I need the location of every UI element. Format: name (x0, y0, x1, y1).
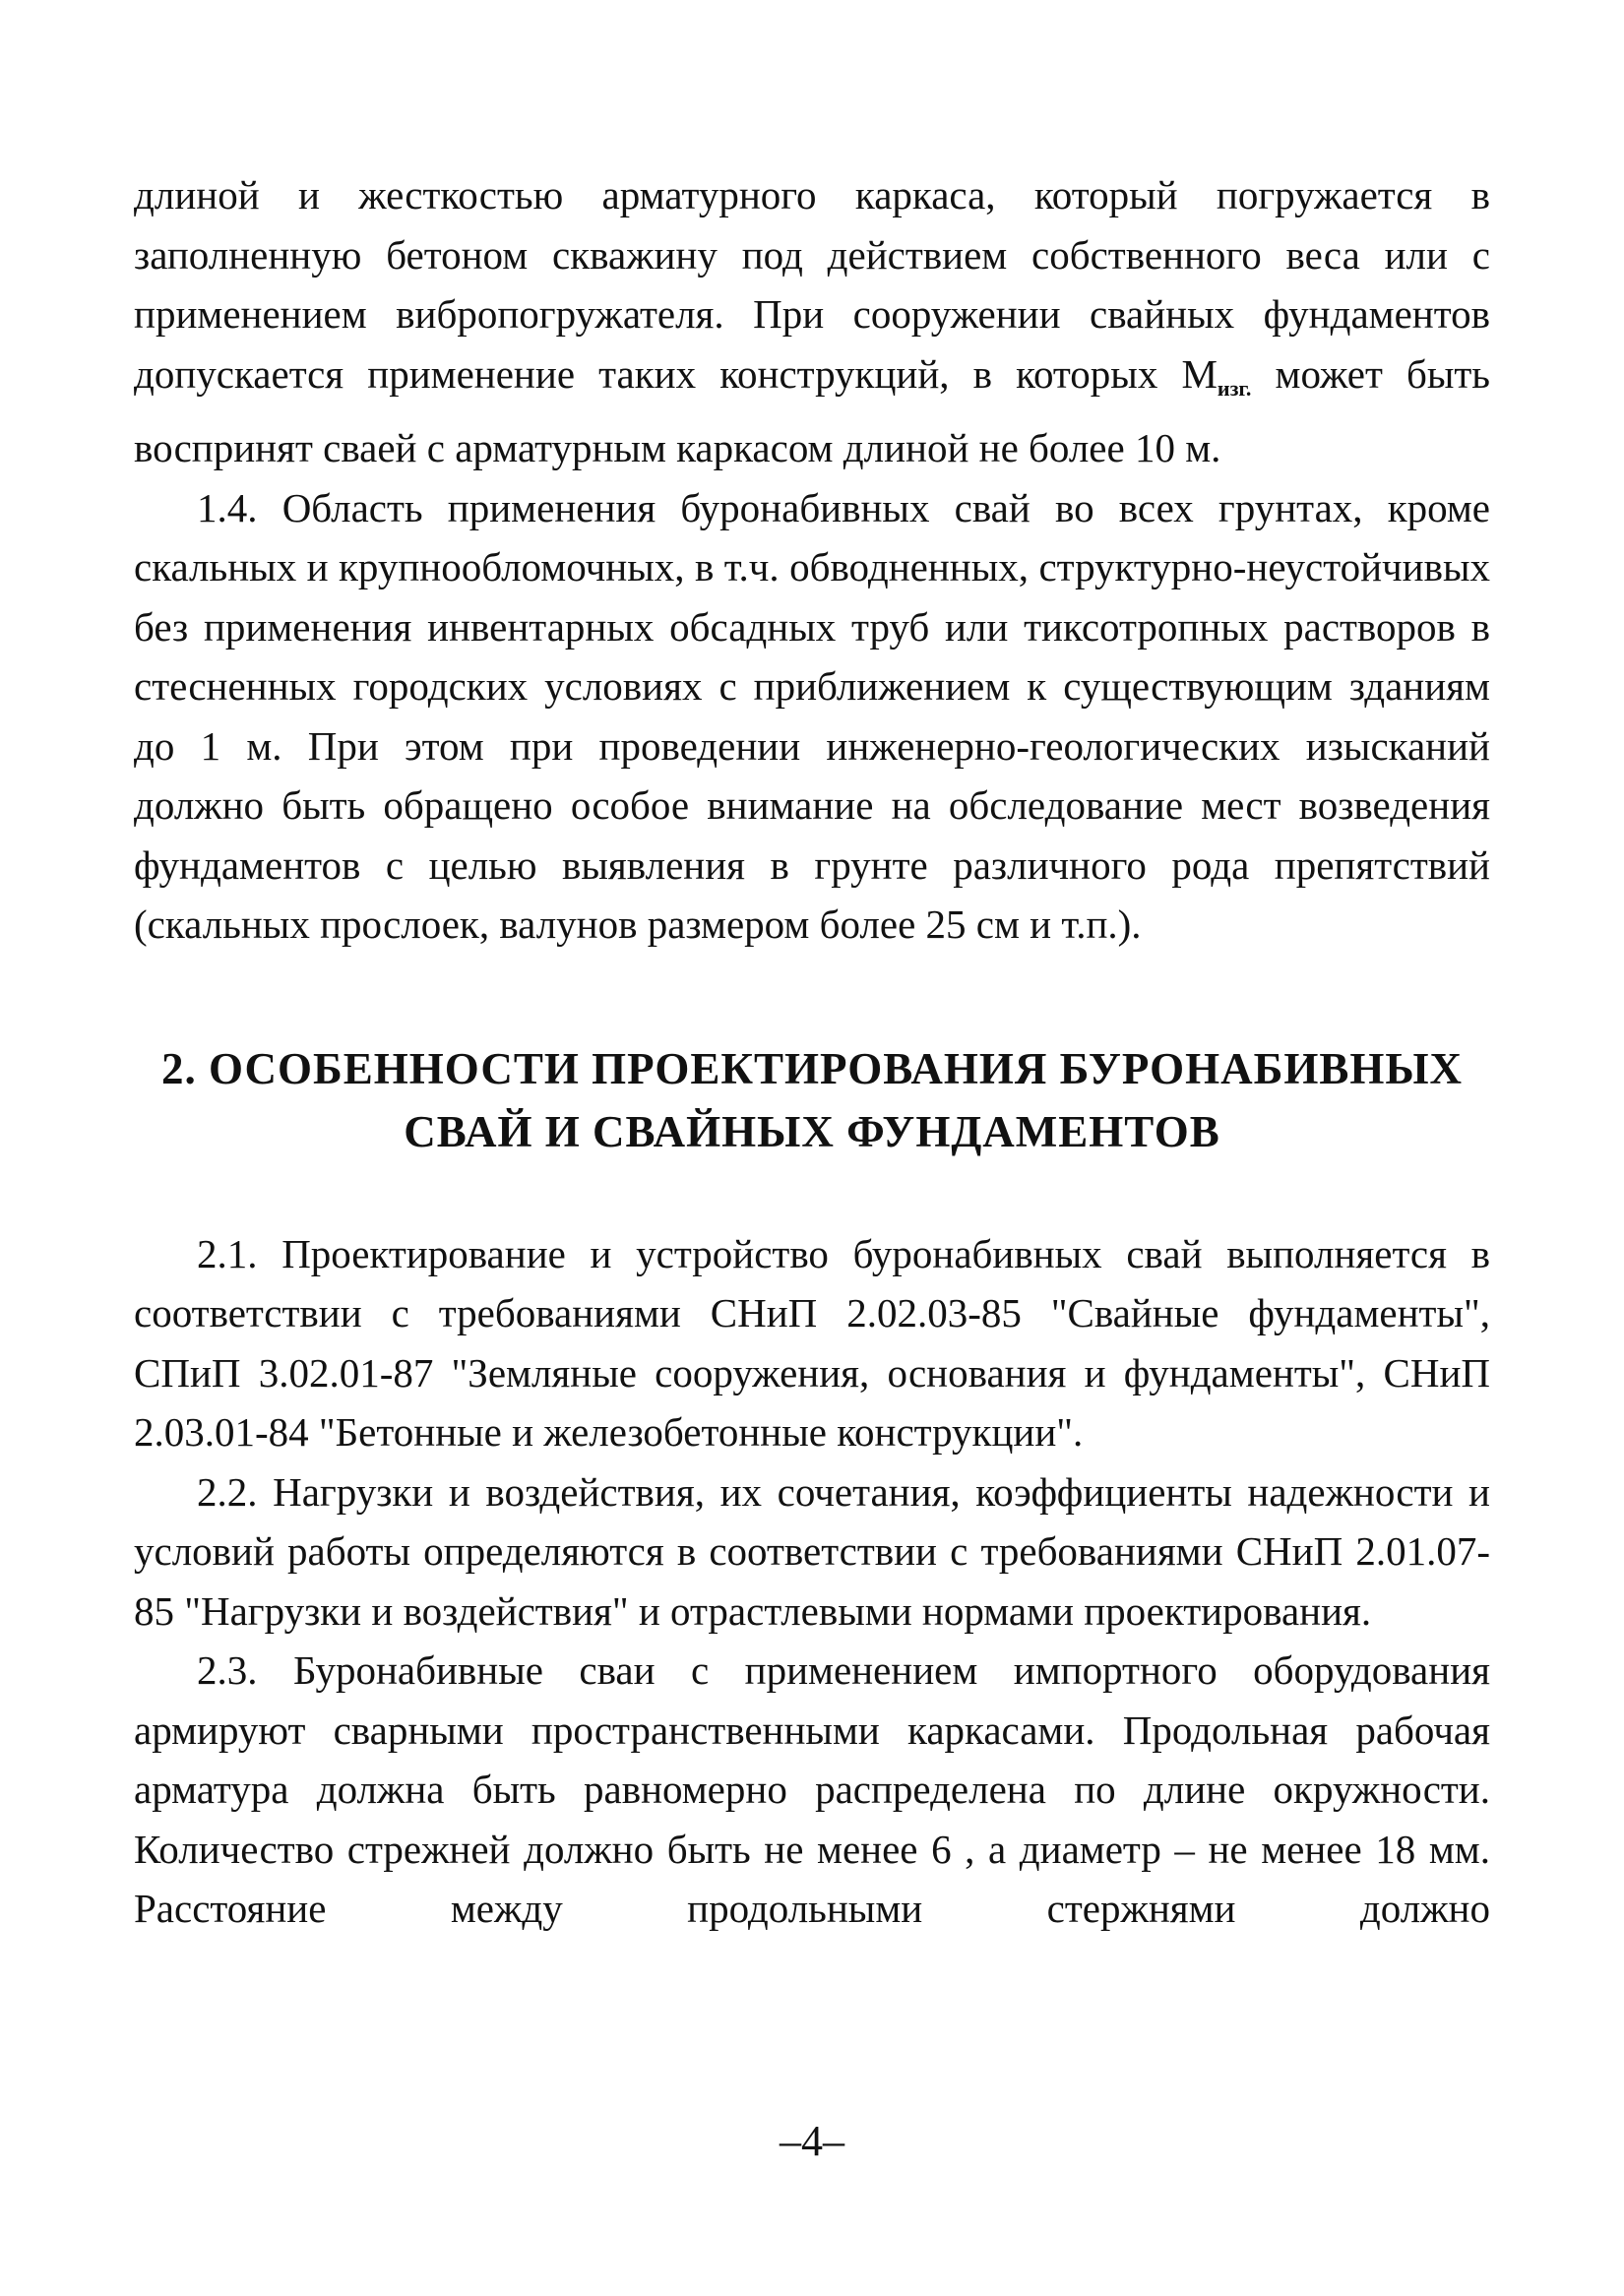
paragraph-1-4: 1.4. Область применения буронабивных свай во всех грунтах, кроме скальных и крупнообломочных, в т.ч. обводненных, структурно-неустойчивых без применения инвентарных обсадных труб или тиксотропных растворов в стесненных городских условиях с приближением к существующим зданиям до 1 м. При этом при проведении инженерно-геологических изысканий должно быть обращено особое внимание на обследование мест возведения фундаментов с целью выявления в грунте различного рода препятствий (скальных прослоек, валунов размером более 25 см и т.п.). (134, 484, 1490, 947)
section-heading-line-2: СВАЙ И СВАЙНЫХ ФУНДАМЕНТОВ (404, 1106, 1220, 1156)
moment-subscript: изг. (1217, 375, 1252, 401)
paragraph-2-1: 2.1. Проектирование и устройство буронабивных свай выполняется в соответствии с требованиями СНиП 2.02.03-85 "Свайные фундаменты", СПиП 3.02.01-87 "Земляные сооружения, основания и фундаменты", СНиП 2.03.01-84 "Бетонные и железобетонные конструкции". (134, 1230, 1490, 1455)
paragraph-continuation-end: может быть воспринят сваей с арматурным каркасом длиной не более 10 м. (134, 350, 1490, 470)
page-number: –4– (780, 2117, 844, 2165)
moment-symbol: M (1181, 350, 1218, 397)
section-heading (134, 1037, 1490, 1163)
page-content (134, 165, 1490, 1939)
paragraph-continuation (134, 165, 1490, 478)
section-heading-line-1: 2. ОСОБЕННОСТИ ПРОЕКТИРОВАНИЯ БУРОНАБИВНЫХ (160, 1043, 1464, 1093)
paragraph-2-3: 2.3. Буронабивные сваи с применением импортного оборудования армируют сварными пространственными каркасами. Продольная рабочая арматура должна быть равномерно распределена по длине окружности. Количество стрежней должно быть не менее 6 , а диаметр – не менее 18 мм. Расстояние между продольными стержнями должно (134, 1647, 1490, 1931)
paragraph-continuation-text: длиной и жесткостью арматурного каркаса, который погружается в заполненную бетоном скважину под действием собственного веса или с применением вибропогружателя. При сооружении свайных фундаментов допускается применение таких конструкций, в которых (134, 172, 1490, 397)
paragraph-2-2: 2.2. Нагрузки и воздействия, их сочетания, коэффициенты надежности и условий работы определяются в соответствии с требованиями СНиП 2.01.07-85 "Нагрузки и воздействия" и отрастлевыми нормами проектирования. (134, 1468, 1490, 1634)
